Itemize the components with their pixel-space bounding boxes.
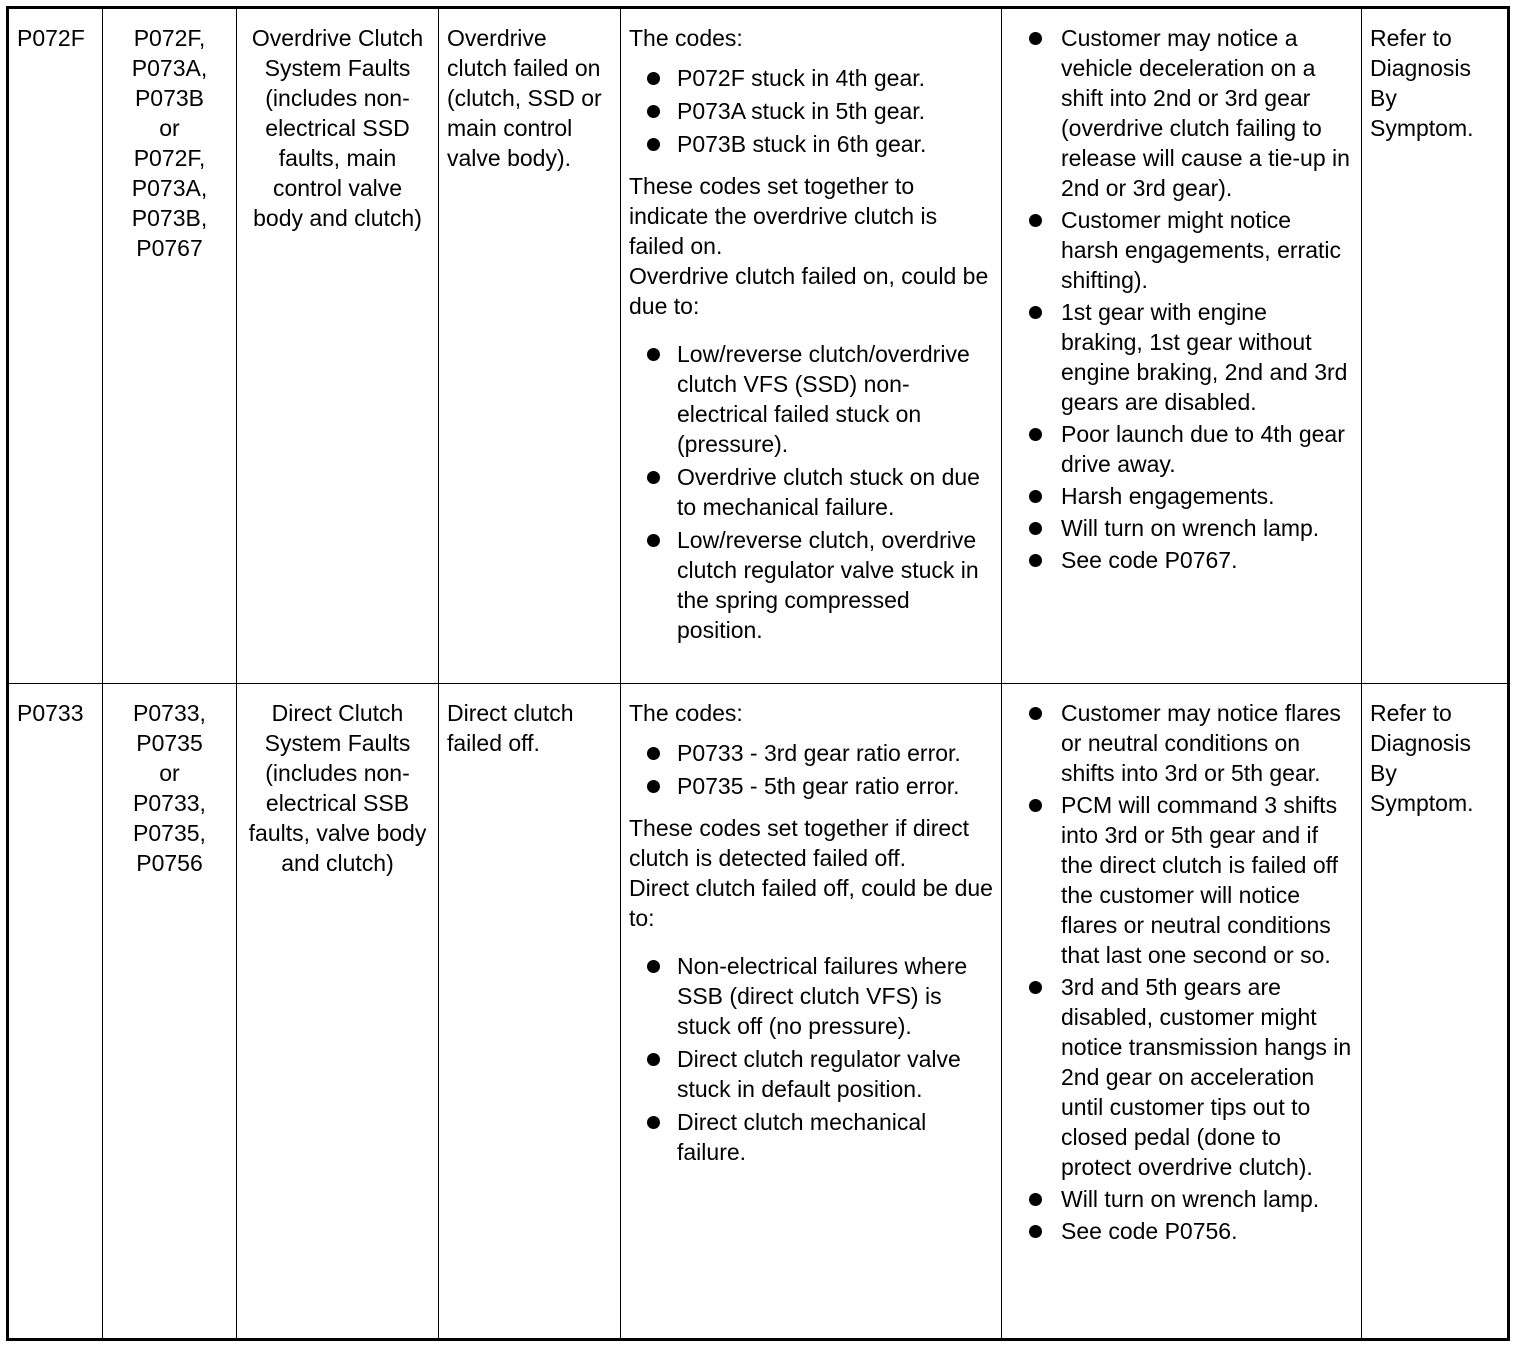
bullet-icon <box>1029 1193 1042 1206</box>
related-code: P0735 <box>136 730 203 756</box>
description-paragraph: Overdrive clutch failed on, could be due to: <box>629 263 989 319</box>
list-item: Low/reverse clutch/overdrive clutch VFS (SSD) non-electrical failed stuck on (pressure). <box>629 339 993 459</box>
system-cell <box>237 8 439 684</box>
cause-list <box>629 951 993 1167</box>
related-code: P0735, <box>133 820 206 846</box>
description-intro: The codes: <box>629 700 743 726</box>
bullet-icon <box>1029 32 1042 45</box>
list-item: P072F stuck in 4th gear. <box>629 63 993 93</box>
failure-mode: Overdrive clutch failed on (clutch, SSD or main control valve body). <box>447 25 602 171</box>
description-cell <box>621 684 1002 1340</box>
bullet-icon <box>647 471 660 484</box>
list-item: Low/reverse clutch, overdrive clutch regulator valve stuck in the spring compressed position. <box>629 525 993 645</box>
list-item: Poor launch due to 4th gear drive away. <box>1010 419 1353 479</box>
list-item: P0733 - 3rd gear ratio error. <box>629 738 993 768</box>
description-cell <box>621 8 1002 684</box>
code-list <box>629 738 993 801</box>
related-code: P0756 <box>136 850 203 876</box>
related-code: P0733, <box>133 790 206 816</box>
bullet-icon <box>647 780 660 793</box>
related-code: P073B, <box>131 205 208 231</box>
related-code: P0767 <box>136 235 203 261</box>
symptom-list <box>1010 698 1353 1246</box>
description-paragraph: These codes set together if direct clutch is detected failed off. <box>629 815 970 871</box>
bullet-icon <box>1029 214 1042 227</box>
bullet-icon <box>1029 428 1042 441</box>
bullet-icon <box>647 960 660 973</box>
list-item: See code P0767. <box>1010 545 1353 575</box>
list-item: Customer may notice a vehicle deceleration on a shift into 2nd or 3rd gear (overdrive clutch failing to release will cause a tie-up in 2nd or 3rd gear). <box>1010 23 1353 203</box>
list-item: P0735 - 5th gear ratio error. <box>629 771 993 801</box>
list-item: 1st gear with engine braking, 1st gear without engine braking, 2nd and 3rd gears are disabled. <box>1010 297 1353 417</box>
list-item: P073A stuck in 5th gear. <box>629 96 993 126</box>
failure-cell <box>439 684 621 1340</box>
table-row <box>8 684 1509 1340</box>
failure-mode: Direct clutch failed off. <box>447 700 574 756</box>
description-paragraph: These codes set together to indicate the overdrive clutch is failed on. <box>629 173 938 259</box>
related-code: or <box>159 760 180 786</box>
list-item: Customer may notice flares or neutral conditions on shifts into 3rd or 5th gear. <box>1010 698 1353 788</box>
action-cell <box>1362 684 1509 1340</box>
related-code: P072F, <box>133 145 206 171</box>
symptoms-cell <box>1002 8 1362 684</box>
bullet-icon <box>1029 522 1042 535</box>
failure-cell <box>439 8 621 684</box>
list-item: PCM will command 3 shifts into 3rd or 5th gear and if the direct clutch is failed off the customer will notice flares or neutral conditions that last one second or so. <box>1010 790 1353 970</box>
dtc-code: P072F <box>17 25 85 51</box>
action-text: Refer to Diagnosis By Symptom. <box>1370 25 1474 141</box>
system-description: Overdrive Clutch System Faults (includes non-electrical SSD faults, main control valve body and clutch) <box>251 25 424 231</box>
bullet-icon <box>1029 707 1042 720</box>
cause-list <box>629 339 993 645</box>
list-item: P073B stuck in 6th gear. <box>629 129 993 159</box>
list-item: Harsh engagements. <box>1010 481 1353 511</box>
bullet-icon <box>1029 554 1042 567</box>
bullet-icon <box>647 1053 660 1066</box>
list-item: Overdrive clutch stuck on due to mechanical failure. <box>629 462 993 522</box>
bullet-icon <box>647 105 660 118</box>
list-item: 3rd and 5th gears are disabled, customer might notice transmission hangs in 2nd gear on acceleration until customer tips out to closed pedal (done to protect overdrive clutch). <box>1010 972 1353 1182</box>
related-code: P073A, <box>131 55 208 81</box>
list-item: Direct clutch mechanical failure. <box>629 1107 993 1167</box>
related-code: or <box>159 115 180 141</box>
dtc-cell <box>8 684 103 1340</box>
system-cell <box>237 684 439 1340</box>
dtc-cell <box>8 8 103 684</box>
action-text: Refer to Diagnosis By Symptom. <box>1370 700 1474 816</box>
bullet-icon <box>647 72 660 85</box>
bullet-icon <box>1029 306 1042 319</box>
bullet-icon <box>647 348 660 361</box>
list-item: Customer might notice harsh engagements, erratic shifting). <box>1010 205 1353 295</box>
related-codes-cell <box>103 8 237 684</box>
action-cell <box>1362 8 1509 684</box>
bullet-icon <box>647 534 660 547</box>
related-code: P072F, <box>133 25 206 51</box>
bullet-icon <box>647 747 660 760</box>
list-item: Will turn on wrench lamp. <box>1010 513 1353 543</box>
dtc-table <box>6 6 1510 1341</box>
related-codes-cell <box>103 684 237 1340</box>
symptoms-cell <box>1002 684 1362 1340</box>
code-list <box>629 63 993 159</box>
related-code: P073A, <box>131 175 208 201</box>
list-item: See code P0756. <box>1010 1216 1353 1246</box>
dtc-code: P0733 <box>17 700 84 726</box>
description-intro: The codes: <box>629 25 743 51</box>
list-item: Will turn on wrench lamp. <box>1010 1184 1353 1214</box>
list-item: Non-electrical failures where SSB (direct clutch VFS) is stuck off (no pressure). <box>629 951 993 1041</box>
description-paragraph: Direct clutch failed off, could be due to: <box>629 875 993 931</box>
bullet-icon <box>1029 981 1042 994</box>
related-code: P073B <box>134 85 205 111</box>
bullet-icon <box>647 138 660 151</box>
bullet-icon <box>1029 799 1042 812</box>
system-description: Direct Clutch System Faults (includes non-electrical SSB faults, valve body and clutch) <box>248 700 427 876</box>
bullet-icon <box>1029 490 1042 503</box>
bullet-icon <box>647 1116 660 1129</box>
related-code: P0733, <box>133 700 206 726</box>
symptom-list <box>1010 23 1353 575</box>
bullet-icon <box>1029 1225 1042 1238</box>
list-item: Direct clutch regulator valve stuck in default position. <box>629 1044 993 1104</box>
table-row <box>8 8 1509 684</box>
